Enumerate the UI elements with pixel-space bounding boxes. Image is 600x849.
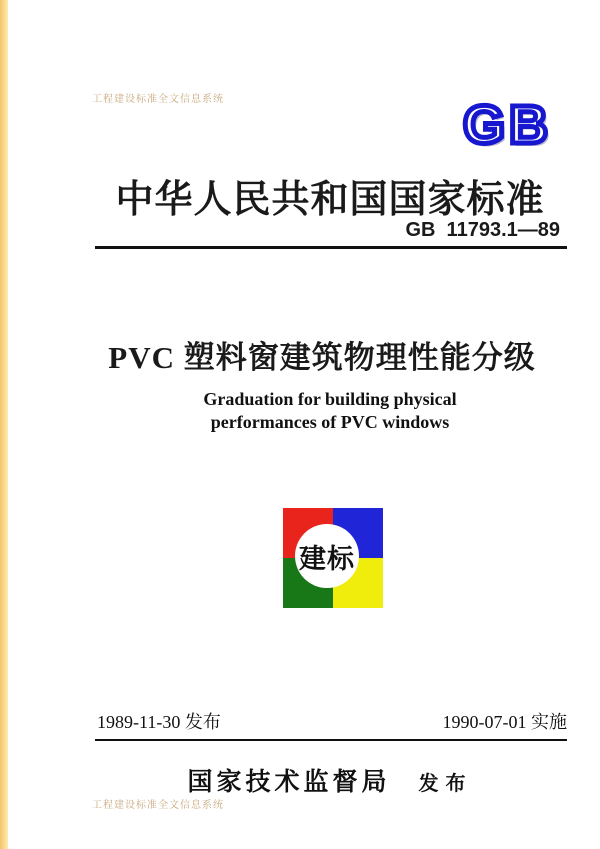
left-edge-strip [0, 0, 8, 849]
national-standard-heading: 中华人民共和国国家标准 [115, 179, 545, 221]
implementation-date: 1990-07-01 实施 [442, 712, 567, 732]
gb-logo: GB [463, 95, 552, 155]
divider-top [95, 246, 567, 249]
issue-date: 1989-11-30 发布 [97, 712, 221, 732]
document-title-en [60, 388, 600, 434]
agency-name: 国家技术监督局 [187, 768, 391, 796]
divider-bottom [95, 739, 567, 741]
emblem-circle [295, 524, 359, 588]
agency-row [60, 762, 600, 798]
watermark-bottom: 工程建设标准全文信息系统 [92, 800, 224, 811]
date-row [97, 708, 567, 734]
emblem-label: 建标 [299, 543, 355, 574]
standard-number: GB 11793.1—89 [405, 219, 560, 241]
publish-label: 发布 [418, 773, 473, 795]
document-title-en-line2: performances of PVC windows [210, 412, 450, 432]
document-title-en-line1: Graduation for building physical [203, 389, 457, 409]
document-title-cn: PVC 塑料窗建筑物理性能分级 [108, 340, 536, 375]
watermark-top: 工程建设标准全文信息系统 [92, 94, 224, 105]
jianbiao-emblem [283, 508, 383, 608]
